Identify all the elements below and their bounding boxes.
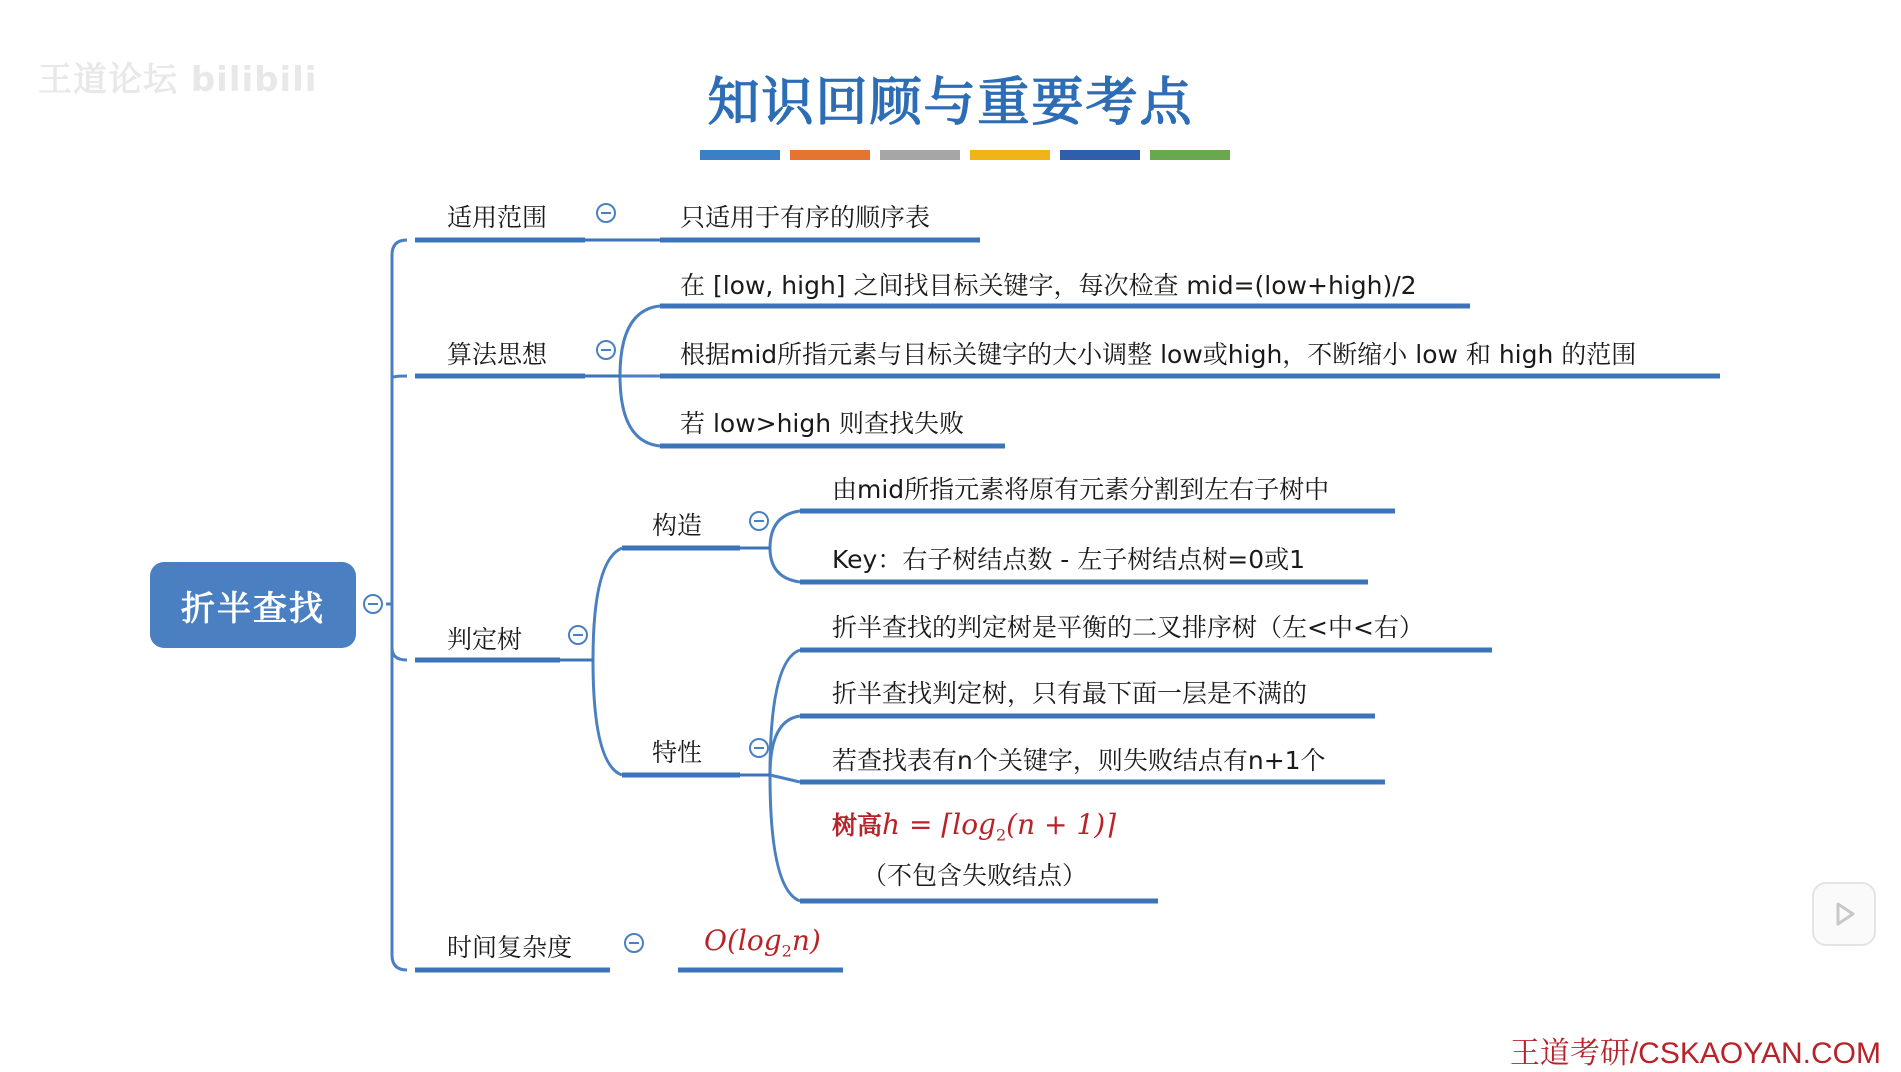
formula-part: h = ⌈log xyxy=(882,808,996,841)
collapse-icon[interactable] xyxy=(624,933,644,953)
property-item: 折半查找的判定树是平衡的二叉排序树（左<中<右） xyxy=(832,613,1424,642)
formula-part: n) xyxy=(791,924,821,957)
collapse-icon[interactable] xyxy=(749,738,769,758)
idea-item: 根据mid所指元素与目标关键字的大小调整 low或high，不断缩小 low 和 high 的范围 xyxy=(680,340,1637,369)
formula-subscript: 2 xyxy=(995,825,1007,845)
footer-brand: 王道考研/CSKAOYAN.COM xyxy=(1509,1037,1881,1070)
collapse-icon[interactable] xyxy=(568,625,588,645)
formula-part: (n + 1)⌉ xyxy=(1006,808,1117,841)
property-item: 折半查找判定树，只有最下面一层是不满的 xyxy=(832,679,1308,708)
play-button[interactable] xyxy=(1812,882,1876,946)
formula-subscript: 2 xyxy=(781,941,792,961)
scope-item: 只适用于有序的顺序表 xyxy=(680,203,931,232)
collapse-icon[interactable] xyxy=(363,594,383,614)
property-item: 若查找表有n个关键字，则失败结点有n+1个 xyxy=(832,746,1326,775)
watermark-logo: 王道论坛 bilibili xyxy=(38,60,318,100)
idea-item: 若 low>high 则查找失败 xyxy=(680,409,965,438)
formula-part: O(log xyxy=(704,924,782,957)
complexity-formula xyxy=(704,924,821,961)
page-title: 知识回顾与重要考点 xyxy=(707,73,1194,133)
collapse-icon[interactable] xyxy=(596,203,616,223)
play-icon xyxy=(1829,899,1859,929)
root-node[interactable]: 折半查找 xyxy=(150,562,356,648)
branch-complexity-label[interactable]: 时间复杂度 xyxy=(447,933,573,962)
tree-height-label: 树高 xyxy=(832,811,883,840)
collapse-icon[interactable] xyxy=(596,340,616,360)
idea-item: 在 [low, high] 之间找目标关键字，每次检查 mid=(low+high)/2 xyxy=(680,271,1417,300)
branch-idea-label[interactable]: 算法思想 xyxy=(447,340,548,369)
branch-tree-label[interactable]: 判定树 xyxy=(447,625,523,654)
construct-item: Key：右子树结点数 - 左子树结点树=0或1 xyxy=(832,545,1305,574)
tree-property-label[interactable]: 特性 xyxy=(652,738,703,767)
tree-height-note: （不包含失败结点） xyxy=(862,861,1088,890)
collapse-icon[interactable] xyxy=(749,511,769,531)
tree-construct-label[interactable]: 构造 xyxy=(652,511,703,540)
tree-height-formula xyxy=(832,806,1116,845)
branch-scope-label[interactable]: 适用范围 xyxy=(447,203,548,232)
construct-item: 由mid所指元素将原有元素分割到左右子树中 xyxy=(832,475,1330,504)
